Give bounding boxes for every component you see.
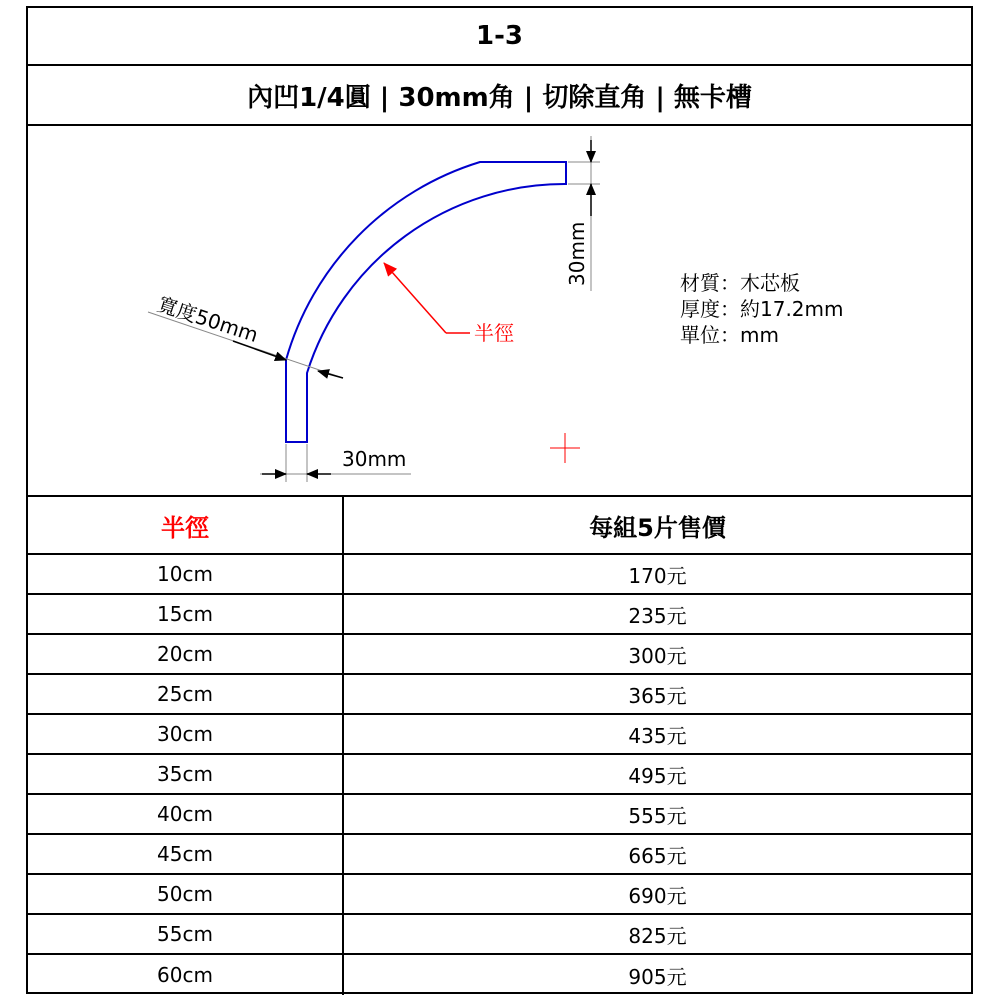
radius-cell: 45cm <box>28 835 344 873</box>
radius-cell: 15cm <box>28 595 344 633</box>
radius-cell: 40cm <box>28 795 344 833</box>
radius-cell: 55cm <box>28 915 344 953</box>
price-cell: 665元 <box>628 843 687 868</box>
radius-cell: 10cm <box>28 555 344 593</box>
spec-unit: 單位：mm <box>680 323 779 347</box>
radius-cell: 20cm <box>28 635 344 673</box>
radius-arrow <box>384 263 446 333</box>
radius-cell: 50cm <box>28 875 344 913</box>
table-row <box>28 955 971 995</box>
price-cell: 825元 <box>628 923 687 948</box>
radius-cell: 30cm <box>28 715 344 753</box>
price-cell: 495元 <box>628 763 687 788</box>
table-row <box>28 635 971 675</box>
right-dim-label: 30mm <box>565 221 589 286</box>
radius-label: 半徑 <box>474 321 514 345</box>
table-header-row <box>28 497 971 555</box>
table-row <box>28 915 971 955</box>
price-cell: 300元 <box>628 643 687 668</box>
table-row <box>28 555 971 595</box>
price-cell: 690元 <box>628 883 687 908</box>
table-row <box>28 835 971 875</box>
product-sheet <box>26 6 973 994</box>
spec-thickness: 厚度：約17.2mm <box>680 297 844 321</box>
product-title: 內凹1/4圓 | 30mm角 | 切除直角 | 無卡槽 <box>28 66 971 126</box>
bottom-dim-label: 30mm <box>342 447 407 471</box>
width-arrow-outer <box>233 341 286 360</box>
profile-outline <box>286 162 566 442</box>
price-cell: 905元 <box>628 964 687 989</box>
header-price: 每組5片售價 <box>589 513 726 542</box>
radius-cell: 25cm <box>28 675 344 713</box>
price-cell: 170元 <box>628 563 687 588</box>
profile-diagram <box>28 126 971 497</box>
price-cell: 235元 <box>628 603 687 628</box>
header-radius: 半徑 <box>28 497 344 553</box>
width-label: 寬度50mm <box>154 291 262 348</box>
table-row <box>28 795 971 835</box>
price-table <box>28 497 971 995</box>
table-row <box>28 675 971 715</box>
table-row <box>28 715 971 755</box>
profile-drawing <box>28 126 971 495</box>
product-code: 1-3 <box>28 8 971 66</box>
table-row <box>28 875 971 915</box>
radius-cell: 35cm <box>28 755 344 793</box>
price-cell: 365元 <box>628 683 687 708</box>
table-row <box>28 755 971 795</box>
width-arrow-inner <box>318 371 343 378</box>
price-cell: 435元 <box>628 723 687 748</box>
price-cell: 555元 <box>628 803 687 828</box>
radius-cell: 60cm <box>28 955 344 995</box>
table-row <box>28 595 971 635</box>
spec-material: 材質：木芯板 <box>680 271 800 295</box>
